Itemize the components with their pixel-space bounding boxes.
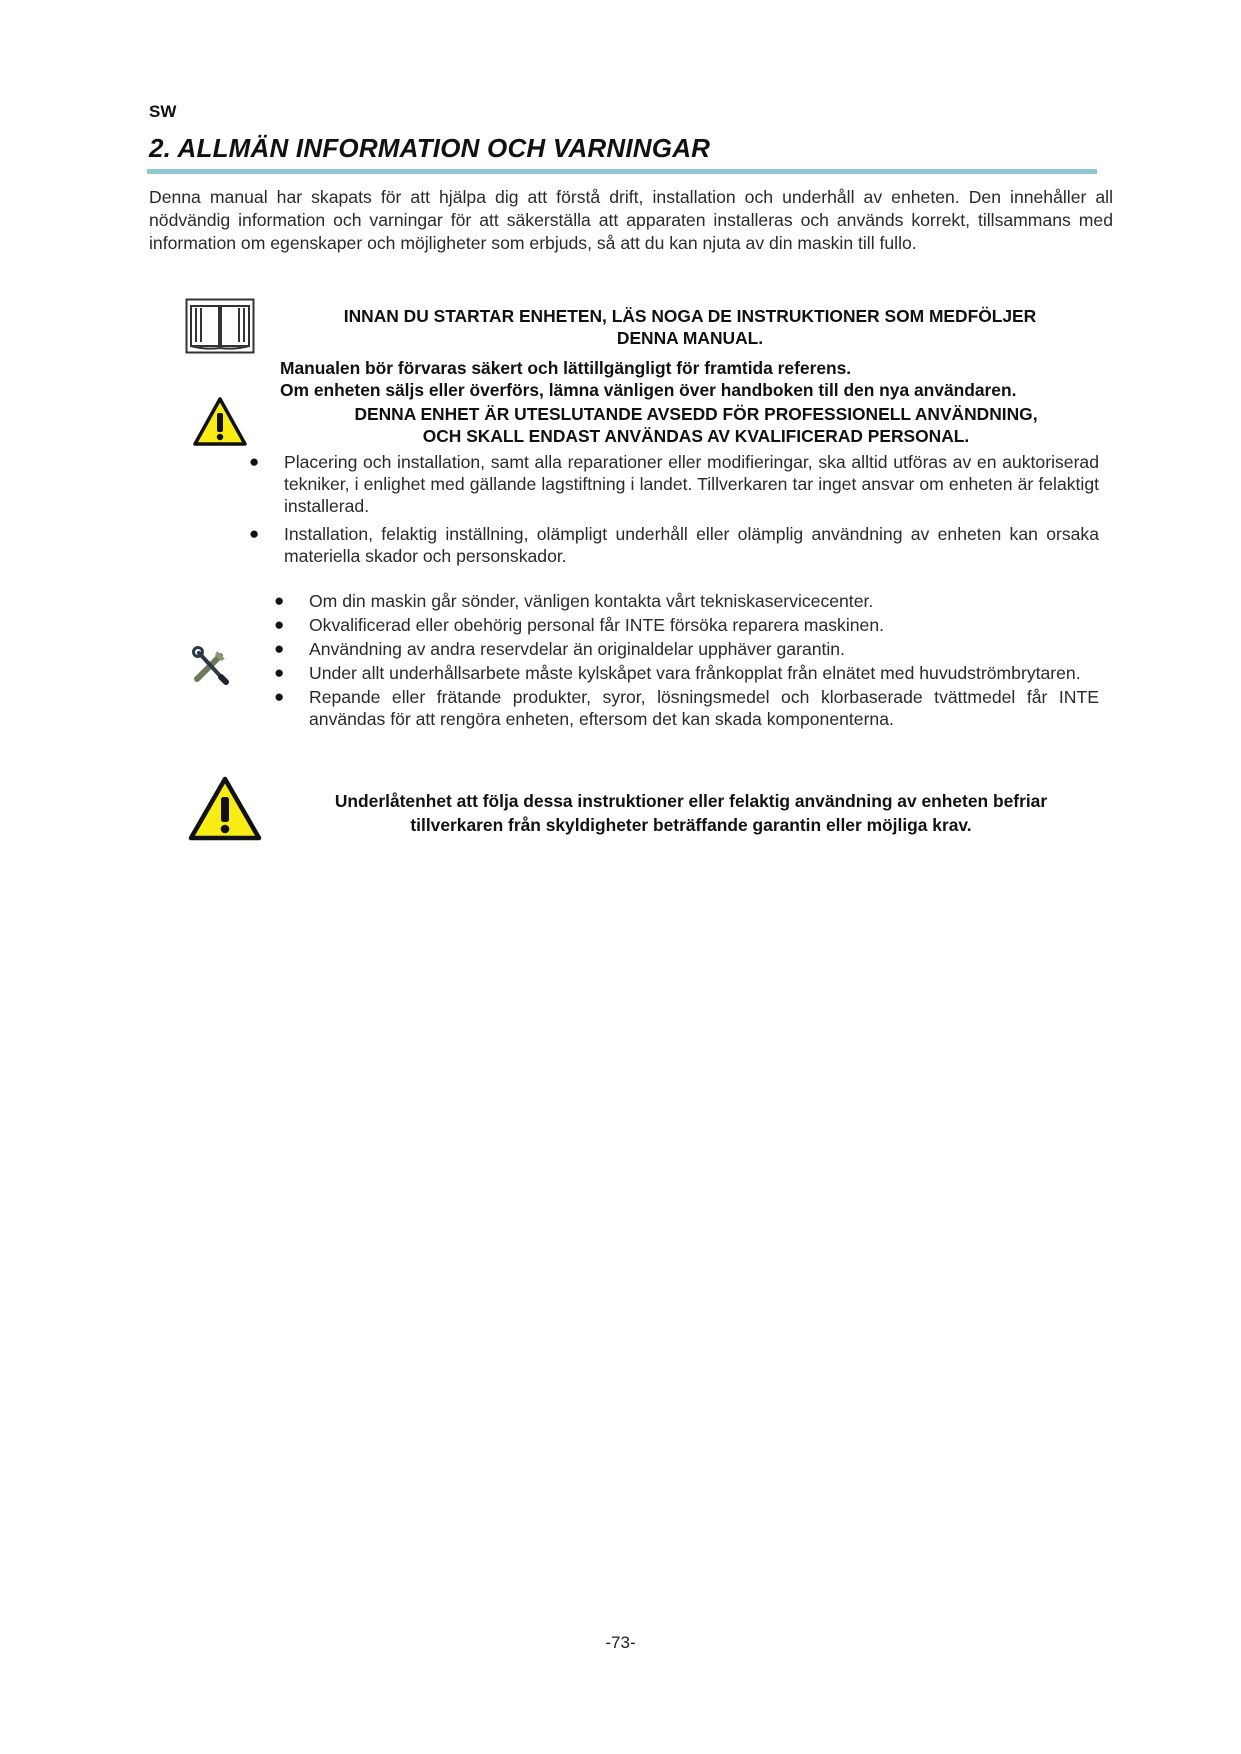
professional-use-warning [296, 403, 1096, 447]
bullet-icon: ● [249, 524, 260, 543]
list-item [274, 590, 1099, 612]
tools-icon [190, 646, 230, 686]
intro-paragraph: Denna manual har skapats för att hjälpa dig att förstå drift, installation och underhåll av enheten. Den innehåller all nödvändig information och varningar för att säkerställa att apparaten installeras och används korrekt, tillsammans med information om egenskaper och möjligheter som erbjuds, så att du kan njuta av din maskin till fullo. [149, 187, 1113, 253]
liability-warning-line2: tillverkaren från skyldigheter beträffande garantin eller möjliga krav. [410, 815, 972, 835]
manual-heading-line2: DENNA MANUAL. [616, 328, 764, 348]
bullet-icon: ● [274, 639, 285, 658]
list-item [274, 638, 1099, 660]
list-item-text: Placering och installation, samt alla reparationer eller modifieringar, ska alltid utföras av en auktoriserad tekniker, i enlighet med gällande lagstiftning i landet. Tillverkaren tar inget ansvar om enheten är felaktigt installerad. [284, 452, 1099, 516]
list-item-text: Om din maskin går sönder, vänligen kontakta vårt tekniskaservicecenter. [309, 591, 874, 611]
installation-bullet-list [249, 451, 1099, 573]
bullet-icon: ● [274, 591, 285, 610]
manual-heading-line1: INNAN DU STARTAR ENHETEN, LÄS NOGA DE INSTRUKTIONER SOM MEDFÖLJER [343, 306, 1037, 326]
list-item-text: Installation, felaktig inställning, olämpligt underhåll eller olämplig användning av enheten kan orsaka materiella skador och personskador. [284, 524, 1099, 566]
list-item-text: Användning av andra reservdelar än originaldelar upphäver garantin. [309, 639, 845, 659]
manual-heading [290, 305, 1090, 349]
list-item [249, 451, 1099, 517]
liability-warning-line1: Underlåtenhet att följa dessa instruktioner eller felaktig användning av enheten befriar [334, 791, 1048, 811]
warning-triangle-icon [187, 775, 263, 843]
professional-use-line2: OCH SKALL ENDAST ANVÄNDAS AV KVALIFICERAD PERSONAL. [422, 426, 970, 446]
bullet-icon: ● [274, 615, 285, 634]
page-number: -73- [605, 1633, 636, 1652]
storage-note: Manualen bör förvaras säkert och lättillgängligt för framtida referens. [280, 358, 852, 378]
language-code: SW [149, 102, 177, 121]
list-item [274, 614, 1099, 636]
liability-warning [286, 789, 1096, 837]
warning-triangle-icon [192, 396, 248, 448]
bullet-icon: ● [274, 687, 285, 706]
section-title: 2. ALLMÄN INFORMATION OCH VARNINGAR [149, 133, 711, 163]
service-bullet-list [274, 590, 1099, 732]
list-item-text: Under allt underhållsarbete måste kylskåpet vara frånkopplat från elnätet med huvudströmbrytaren. [309, 663, 1081, 683]
bullet-icon: ● [249, 452, 260, 471]
list-item [249, 523, 1099, 567]
transfer-note: Om enheten säljs eller överförs, lämna vänligen över handboken till den nya användaren. [280, 380, 1017, 400]
open-book-icon [185, 298, 255, 354]
list-item [274, 662, 1099, 684]
list-item [274, 686, 1099, 730]
list-item-text: Okvalificerad eller obehörig personal får INTE försöka reparera maskinen. [309, 615, 884, 635]
bullet-icon: ● [274, 663, 285, 682]
title-underline [147, 169, 1097, 174]
professional-use-line1: DENNA ENHET ÄR UTESLUTANDE AVSEDD FÖR PROFESSIONELL ANVÄNDNING, [354, 404, 1038, 424]
list-item-text: Repande eller frätande produkter, syror, lösningsmedel och klorbaserade tvättmedel får INTE användas för att rengöra enheten, eftersom det kan skada komponenterna. [309, 687, 1099, 729]
